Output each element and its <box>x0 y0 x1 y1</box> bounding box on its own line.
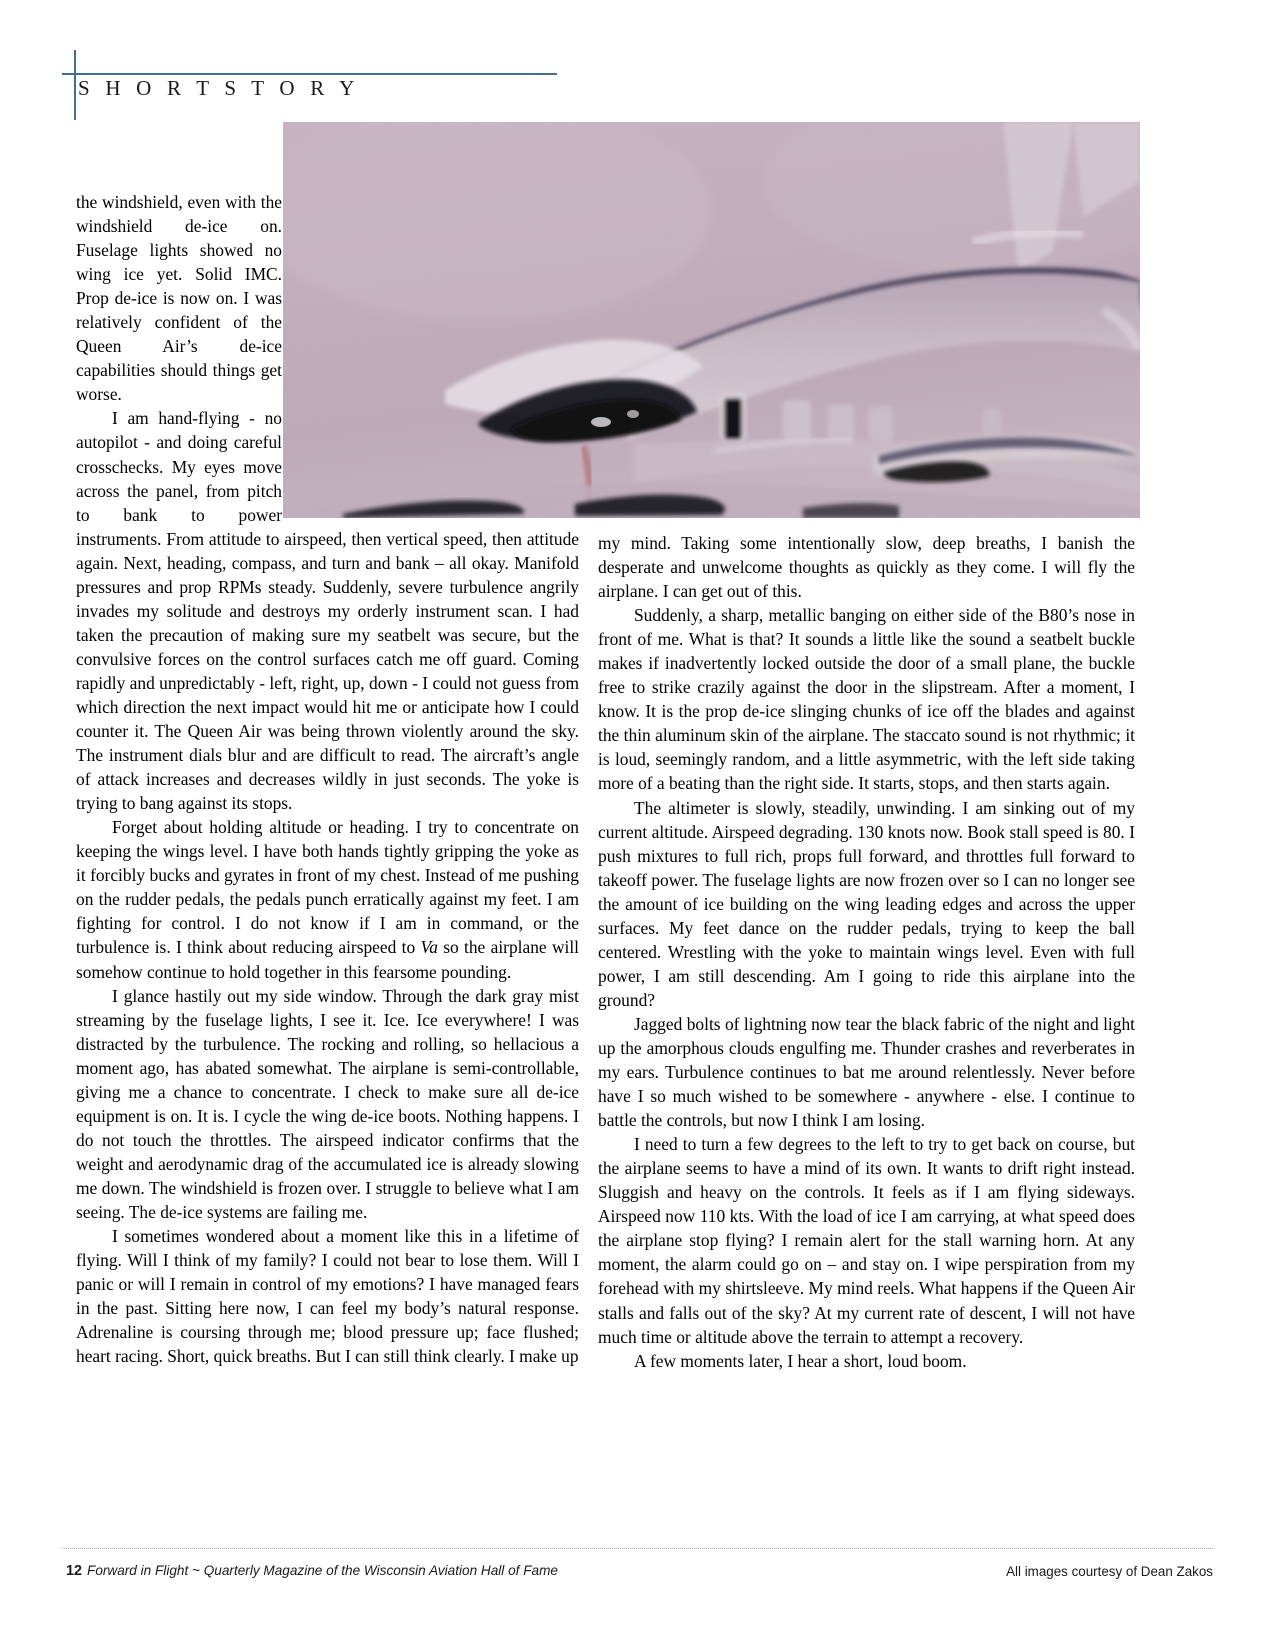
header-horizontal-rule <box>62 73 557 75</box>
paragraph: I glance hastily out my side window. Through the dark gray mist streaming by the fuselage lights, I see it. Ice. Ice everywhere! I was distracted by the turbulence. The rocking and rolling, so hellacious a moment ago, has abated somewhat. The airplane is semi-controllable, giving me a chance to concentrate. I check to make sure all de-ice equipment is on. It is. I cycle the wing de-ice boots. Nothing happens. I do not touch the throttles. The airspeed indicator confirms that the weight and aerodynamic drag of the accumulated ice is already slowing me down. The windshield is frozen over. I struggle to believe what I am seeing. The de-ice systems are failing me. <box>76 985 579 1222</box>
paragraph: I need to turn a few degrees to the left to try to get back on course, but the airplane seems to have a mind of its own. It wants to drift right instead. Sluggish and heavy on the controls. It feels as if I am flying sideways. Airspeed now 110 kts. With the load of ice I am carrying, at what speed does the airplane stop flying? I remain alert for the stall warning horn. At any moment, the alarm could go on – and stay on. I wipe perspiration from my forehead with my shirtsleeve. My mind reels. What happens if the Queen Air stalls and falls out of the sky? At my current rate of descent, I will not have much time or altitude above the terrain to attempt a recovery. <box>598 1134 1135 1347</box>
paragraph: the windshield, even with the windshield de-ice on. Fuselage lights showed no wing ice yet. Solid IMC. Prop de-ice is now on. I was relatively confident of the Queen Air’s de-ice capabilities should things get worse. <box>76 192 282 405</box>
paragraph: Jagged bolts of lightning now tear the black fabric of the night and light up the amorphous clouds engulfing me. Thunder crashes and reverberates in my ears. Turbulence continues to bat me around relentlessly. Never before have I so much wished to be somewhere - anywhere - else. I continue to battle the controls, but now I think I am losing. <box>598 1013 1135 1131</box>
paragraph-text-after-italic: so the airplane will somehow continue to hold together in this fearsome pounding. <box>76 937 579 982</box>
paragraph: The altimeter is slowly, steadily, unwinding. I am sinking out of my current altitude. Airspeed degrading. 130 knots now. Book stall speed is 80. I push mixtures to full rich, props full forward, and throttles full forward to takeoff power. The fuselage lights are now frozen over so I can no longer see the amount of ice building on the wing leading edges and across the upper surfaces. My feet dance on the rudder pedals, trying to keep the ball centered. Wrestling with the yoke to maintain wings level. Even with full power, I am still descending. Am I going to ride this airplane into the ground? <box>598 797 1135 1010</box>
section-label: S H O R T S T O R Y <box>78 76 360 100</box>
artwork-text-wrap-spacer <box>282 190 579 525</box>
header-vertical-rule <box>74 50 76 120</box>
article-right-column <box>598 531 1135 1373</box>
article-left-column <box>76 190 579 1368</box>
footer-rule <box>62 1548 1213 1549</box>
image-credit: All images courtesy of Dean Zakos <box>1006 1563 1213 1579</box>
page-footer <box>66 1558 1213 1584</box>
paragraph: A few moments later, I hear a short, loud boom. <box>634 1350 967 1371</box>
footer-left-group <box>66 1563 558 1579</box>
page-number: 12 <box>66 1563 83 1579</box>
paragraph: I am hand-flying - no autopilot - and doing careful crosschecks. My eyes move across the panel, from pitch to bank to power instruments. From attitude to airspeed, then vertical speed, then attitude again. Next, heading, compass, and turn and bank – all okay. Manifold pressures and prop RPMs steady. Suddenly, severe turbulence angrily invades my solitude and destroys my orderly instrument scan. I had taken the precaution of making sure my seatbelt was secure, but the convulsive forces on the control surfaces catch me off guard. Coming rapidly and unpredictably - left, right, up, down - I could not guess from which direction the next impact would hit me or anticipate how I could counter it. The Queen Air was being thrown violently around the sky. The instrument dials blur and are difficult to read. The aircraft’s angle of attack increases and decreases wildly in just seconds. The yoke is trying to bang against its stops. <box>76 408 579 814</box>
paragraph: my mind. Taking some intentionally slow, deep breaths, I banish the desperate and unwelcome thoughts as quickly as they come. I will fly the airplane. I can get out of this. <box>598 533 1135 602</box>
paragraph <box>76 815 579 983</box>
magazine-title-line: Forward in Flight ~ Quarterly Magazine of the Wisconsin Aviation Hall of Fame <box>87 1563 558 1578</box>
paragraph: Suddenly, a sharp, metallic banging on either side of the B80’s nose in front of me. What is that? It sounds a little like the sound a seatbelt buckle makes if inadvertently locked outside the door of a small plane, the buckle free to strike crazily against the door in the slipstream. After a moment, I know. It is the prop de-ice slinging chunks of ice off the blades and against the thin aluminum skin of the airplane. The staccato sound is not rhythmic; it is loud, seemingly random, and a little asymmetric, with the left side taking more of a beating than the right side. It starts, stops, and then starts again. <box>598 605 1135 794</box>
maneuvering-speed-term: Va <box>420 937 438 958</box>
paragraph: I sometimes wondered about a moment like this in a lifetime of flying. Will I think of my family? I could not bear to lose them. Will I panic or will I remain in control of my emotions? I have managed fears in the past. Sitting here now, I can feel my body’s natural response. Adrenaline is coursing through me; blood pressure up; face flushed; heart racing. Short, quick breaths. But I can still think clearly. I make up <box>76 1226 579 1367</box>
paragraph-text-before-italic: Forget about holding altitude or heading. I try to concentrate on keeping the wings level. I have both hands tightly gripping the yoke as it forcibly bucks and gyrates in front of my chest. Instead of me pushing on the rudder pedals, the pedals punch erratically against my feet. I am fighting for control. I do not know if I am in command, or the turbulence is. I think about reducing airspeed to <box>76 817 579 958</box>
